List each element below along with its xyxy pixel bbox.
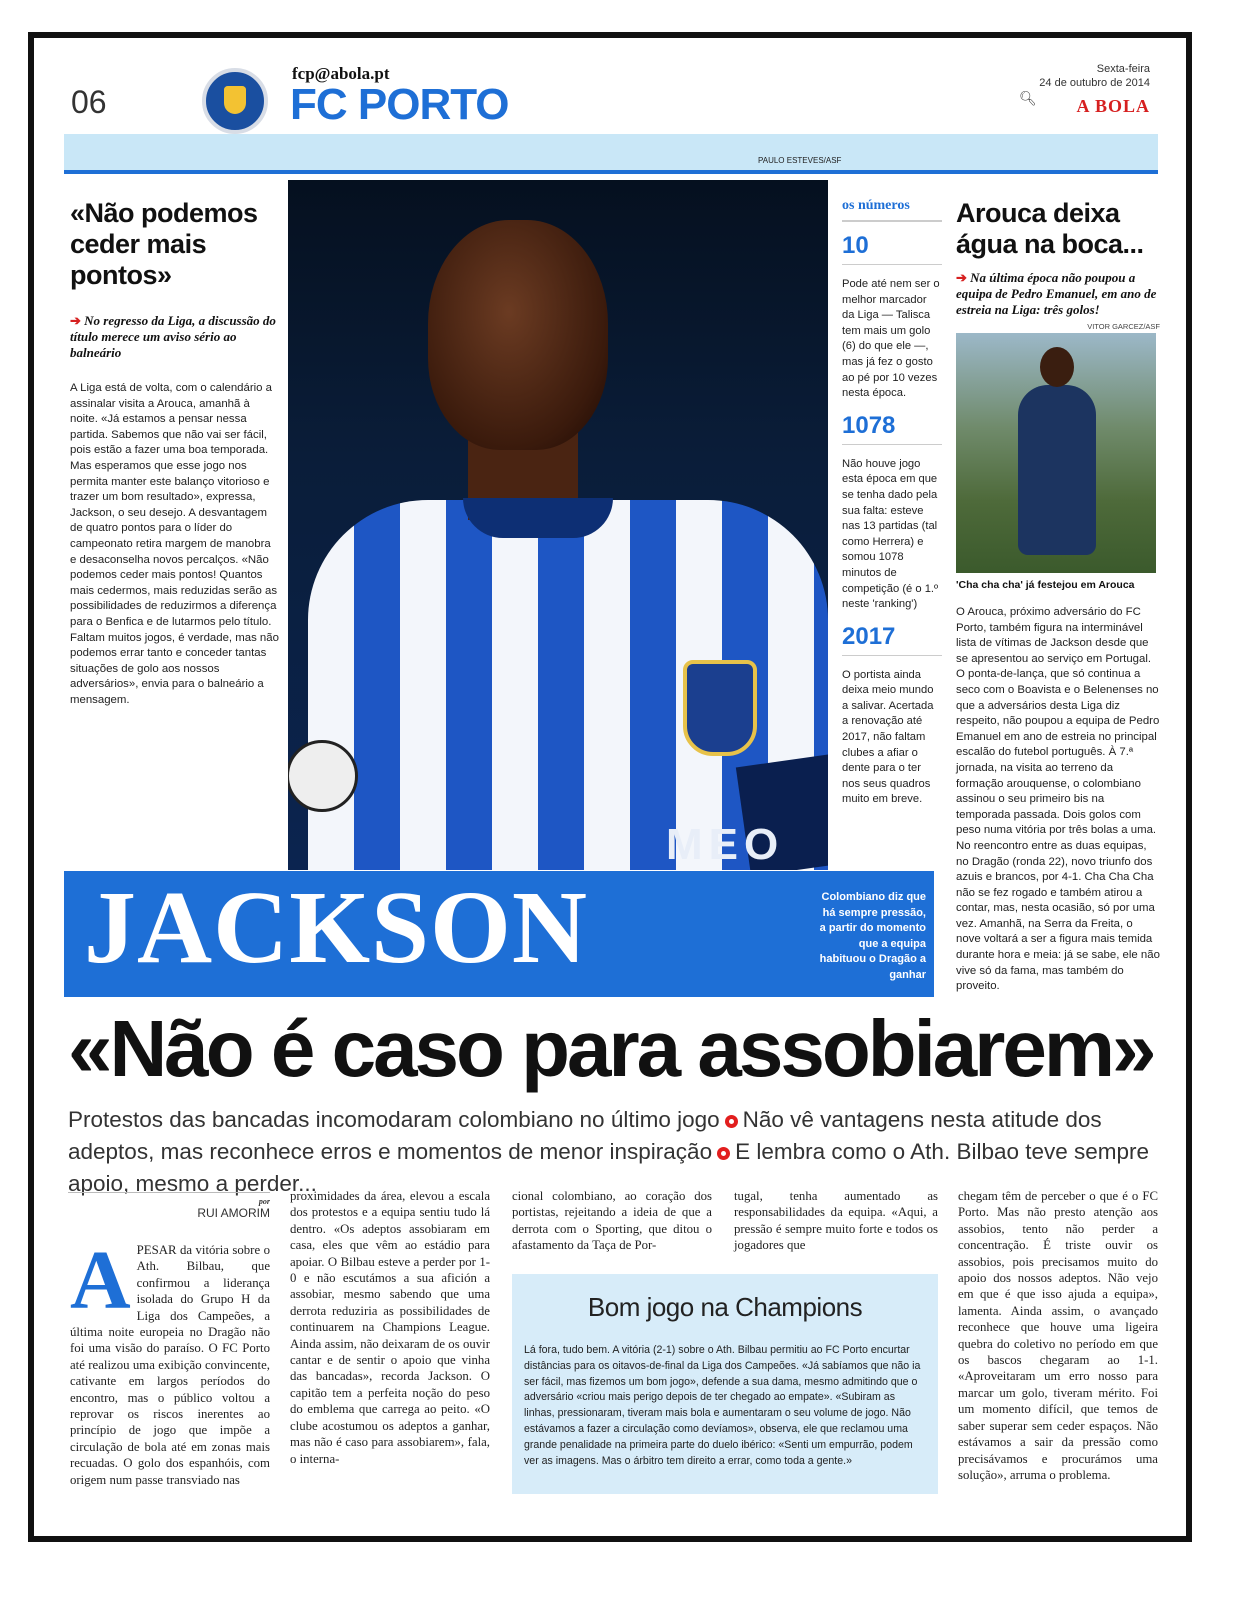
byline-prefix: por <box>258 1197 270 1206</box>
fc-porto-crest-icon <box>202 68 268 134</box>
number-text: Não houve jogo esta época em que se tenha dado pela sua falta: esteve nas 13 partidas (tal como Herrera) e somou 1078 minutos de competição (é o 1.º neste 'ranking') <box>842 457 939 611</box>
bullet-icon <box>717 1147 730 1160</box>
article-column: cional colombiano, ao coração dos portistas, rejeitando a ideia de que a derrota com o Sporting, que ditou o afastamento da Taça de Por- <box>512 1189 712 1253</box>
number-value: 10 <box>842 232 942 265</box>
article-text: PESAR da vitória sobre o Ath. Bilbau, que confirmou a liderança isolada do Grupo H da Liga dos Campeões, a última noite europeia no Dragão não foi uma visão do paraíso. O FC Porto até realizou uma exibição convincente, cativante em largos períodos do encontro, mas o público voltou a reprovar os riscos inerentes ao princípio de jogo que impõe a circulação de bola até em zonas mais recuadas. O golo dos espanhóis, com origem num passe transviado nas <box>70 1243 270 1487</box>
number-value: 1078 <box>842 412 942 445</box>
right-story-lede-text: Na última época não poupou a equipa de Pedro Emanuel, em ano de estreia na Liga: três golos! <box>956 270 1157 317</box>
player-head <box>1040 347 1074 387</box>
page-frame <box>28 32 1192 1542</box>
publication-day: Sexta-feira <box>1096 63 1150 75</box>
box-title: Bom jogo na Champions <box>587 1292 863 1322</box>
club-badge-icon <box>683 660 757 756</box>
right-story-body: O Arouca, próximo adversário do FC Porto, também figura na interminável lista de vítimas de Jackson desde que se apresentou ao serviço em Portugal. O ponta-de-lança, que só continua a seco com o Boavista e o Belenenses no que a adversários desta Liga diz respeito, não poupou a equipa de Pedro Emanuel em ano de estreia no principal escalão do futebol português. À 7.ª jornada, na visita ao terreno da formação arouquense, o colombiano assinou o seu primeiro bis na temporada passada. Dois golos com peso numa vitória por três bolas a uma. No reencontro entre as duas equipas, no Dragão (ronda 22), novo triunfo dos azuis e brancos, por 4-1. Cha Cha Cha não se fez rogado e também atirou a contar, mas, nesta ocasião, só por uma vez. Amanhã, na Serra da Freita, o nove voltará a ser a figura mais temida durante hora e meia: já se sabe, ele não vive só da fama, mas também do proveito. <box>956 606 1160 993</box>
main-headline: «Não é caso para assobiarem» <box>68 1004 1154 1093</box>
kneeling-player <box>1018 385 1096 555</box>
article-column <box>70 1234 270 1488</box>
article-column: proximidades da área, elevou a escala dos protestos e a equipa sentiu tudo lá dentro. «Os adeptos assobiaram em casa, eles que vêm ao estádio para apoiar. O Bilbau esteve a perder por 1-0 e não escutámos a sua afición a assobiar, mesmo sabendo que uma derrota reduziria as possibilidades de continuarem na Champions League. Ainda assim, não deixaram de os ouvir cantar e de sentir o apoio que vinha das bancadas», recorda Jackson. O capitão tem a perfeita noção do peso do emblema que carrega ao peito. «O clube acostumou os adeptos a ganhar, mas não é caso para assobiarem», fala, o interna- <box>290 1189 490 1466</box>
headline-deck <box>68 1104 1162 1200</box>
arrow-icon: ➔ <box>956 270 971 285</box>
champions-league-ball-icon <box>288 740 358 812</box>
byline <box>68 1192 270 1220</box>
left-story-lede-text: No regresso da Liga, a discussão do título merece um aviso sério ao balneário <box>70 313 276 360</box>
number-text: Pode até nem ser o melhor marcador da Liga — Talisca tem mais um golo (6) do que ele —, mas já fez o gosto ao pé por 10 vezes nesta época. <box>842 278 940 400</box>
right-story-title: Arouca deixa água na boca... <box>956 198 1144 259</box>
number-text: O portista ainda deixa meio mundo a salivar. Acertada a renovação até 2017, não faltam clubes a afiar o dente para o ter nos seus quadros muito em breve. <box>842 668 934 806</box>
banner-side-text: Colombiano diz que há sempre pressão, a partir do momento que a equipa habituou o Dragão a ganhar <box>819 891 926 981</box>
numbers-column <box>842 198 942 808</box>
magnifier-icon[interactable]: 🔍︎ <box>1019 90 1037 106</box>
article-column: chegam têm de perceber o que é o FC Porto. Mas não presto atenção aos assobios, tento não perder a concentração. É triste ouvir os assobios, pois precisamos muito do apoio dos nossos adeptos. Não vejo em que é que isso ajuda a equipa», lamenta. Ainda assim, o avançado reconhece que houve uma ligeira quebra do coletivo no período em que os bascos chegaram ao 1-1. «Aproveitaram um erro nosso para marcar um golo, tiveram mérito. Foi um momento difícil, que temos de saber superar sem ceder espaços. Não estávamos a sair da pressão como precisávamos e procurámos uma solução», arruma o problema. <box>958 1189 1158 1482</box>
drop-cap: A <box>70 1234 131 1327</box>
deck-part: Protestos das bancadas incomodaram colombiano no último jogo <box>68 1107 720 1132</box>
right-photo-caption: 'Cha cha cha' já festejou em Arouca <box>956 579 1135 591</box>
deck-part: Não vê vantagens nesta atitude dos adeptos, mas reconhece erros e momentos de menor inspiração <box>68 1107 1102 1164</box>
left-story <box>70 198 280 708</box>
header-bar <box>64 134 1158 174</box>
deck-part: E lembra como o Ath. Bilbao teve sempre apoio, mesmo a perder... <box>68 1139 1150 1196</box>
champions-box <box>512 1274 938 1494</box>
section-email[interactable]: fcp@abola.pt <box>292 64 390 83</box>
player-head <box>428 220 608 450</box>
article-column: tugal, tenha aumentado as responsabilidades da equipa. «Aqui, a pressão é sempre muito forte e todos os jogadores que <box>734 1189 938 1253</box>
byline-author: RUI AMORIM <box>197 1206 270 1220</box>
right-photo-credit: VITOR GARCEZ/ASF <box>1087 322 1160 331</box>
main-photo-credit: PAULO ESTEVES/ASF <box>758 156 842 165</box>
right-story-photo <box>956 333 1156 573</box>
right-story <box>956 198 1160 995</box>
section-title: FC PORTO <box>290 80 509 129</box>
player-name: JACKSON <box>84 870 588 985</box>
left-story-body: A Liga está de volta, com o calendário a assinalar visita a Arouca, amanhã à noite. «Já estamos a pensar nessa partida. Sabemos que não vai ser fácil, pois estão a fazer uma boa temporada. Mas esperamos que esse jogo nos permita manter este balanço vitorioso e trazer um bom resultado», expressa, Jackson, o seu desejo. A desvantagem de quatro pontos para o líder do campeonato retira margem de manobra e desaconselha novos percalços. «Não podemos ceder mais pontos! Quantos mais cedermos, mais reduzidas serão as possibilidades de reduzirmos a diferença para o Benfica e de lutarmos pelo título. Faltam muitos jogos, é verdade, mas não podemos errar tanto e conceder tantas situações de golo aos nossos adversários», envia para o balneário a mensagem. <box>70 382 279 706</box>
right-story-lede <box>956 270 1160 318</box>
publication-date: 24 de outubro de 2014 <box>1039 77 1150 89</box>
left-story-lede <box>70 313 280 361</box>
left-story-title: «Não podemos ceder mais pontos» <box>70 198 258 290</box>
numbers-header: os números <box>842 198 942 222</box>
newspaper-brand: A BOLA <box>1076 96 1150 116</box>
bullet-icon <box>725 1115 738 1128</box>
arrow-icon: ➔ <box>70 313 85 328</box>
shirt-sponsor: MEO <box>666 820 785 869</box>
page-number: 06 <box>71 84 107 120</box>
shirt-collar <box>463 498 613 538</box>
number-value: 2017 <box>842 623 942 656</box>
box-text: Lá fora, tudo bem. A vitória (2-1) sobre o Ath. Bilbau permitiu ao FC Porto encurtar distâncias para os oitavos-de-final da Liga dos Campeões. «Já sabíamos que não ia ser fácil, mas fizemos um bom jogo», defende a sua dama, mesmo admitindo que o adversário «criou mais perigo depois de ter chegado ao empate». «Subiram as linhas, pressionaram, tiveram mais bola e aumentaram o seu volume de jogo. Não estávamos a fazer a circulação como devíamos», observa, ele que reclamou uma grande penalidade na primeira parte do duelo ibérico: «Senti um empurrão, podem ver as imagens. Mas o árbitro tem direito a errar, como toda a gente.» <box>524 1344 921 1467</box>
main-photo <box>288 180 828 870</box>
